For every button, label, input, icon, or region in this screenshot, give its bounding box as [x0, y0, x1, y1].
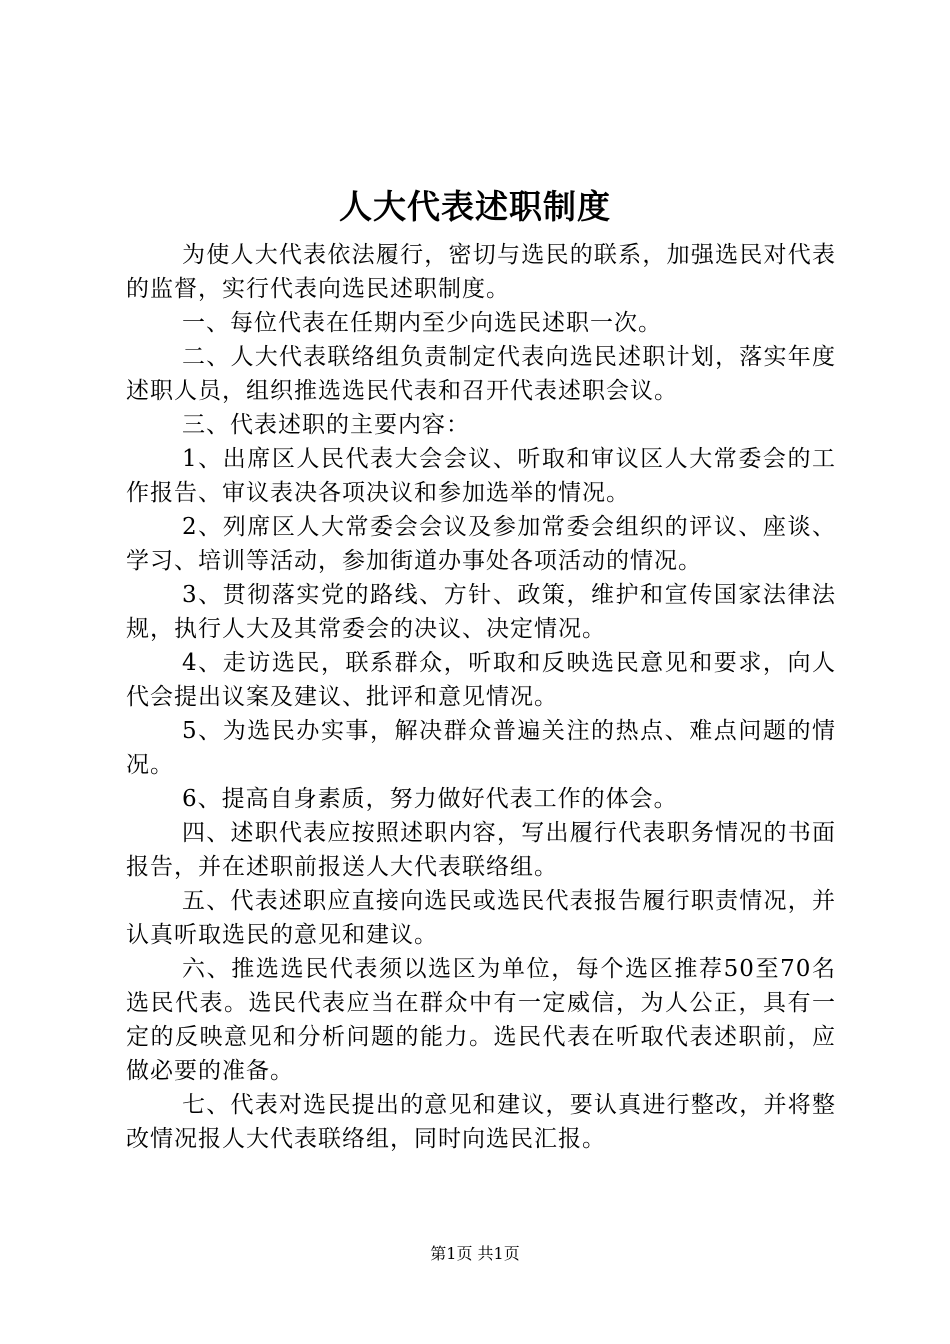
paragraph-subitem-3: 3、贯彻落实党的路线、方针、政策，维护和宣传国家法律法规，执行人大及其常委会的决议、决定情况。 [126, 582, 836, 642]
paragraph-subitem-1: 1、出席区人民代表大会会议、听取和审议区人大常委会的工作报告、审议表决各项决议和参加选举的情况。 [126, 446, 836, 506]
paragraph-subitem-6: 6、提高自身素质，努力做好代表工作的体会。 [182, 786, 678, 812]
paragraph-subitem-4: 4、走访选民，联系群众，听取和反映选民意见和要求，向人代会提出议案及建议、批评和意见情况。 [126, 650, 836, 710]
paragraph-subitem-5: 5、为选民办实事，解决群众普遍关注的热点、难点问题的情况。 [126, 718, 836, 778]
paragraph-intro: 为使人大代表依法履行，密切与选民的联系，加强选民对代表的监督，实行代表向选民述职制度。 [126, 242, 836, 302]
paragraph-item-5: 五、代表述职应直接向选民或选民代表报告履行职责情况，并认真听取选民的意见和建议。 [126, 888, 836, 948]
paragraph-item-3: 三、代表述职的主要内容： [182, 412, 470, 438]
paragraph-item-1: 一、每位代表在任期内至少向选民述职一次。 [182, 310, 662, 336]
document-body [126, 238, 836, 1156]
paragraph-item-2: 二、人大代表联络组负责制定代表向选民述职计划，落实年度述职人员，组织推选选民代表和召开代表述职会议。 [126, 344, 836, 404]
document-title: 人大代表述职制度 [339, 187, 611, 226]
paragraph-item-7: 七、代表对选民提出的意见和建议，要认真进行整改，并将整改情况报人大代表联络组，同时向选民汇报。 [126, 1092, 836, 1152]
paragraph-item-6: 六、推选选民代表须以选区为单位，每个选区推荐50至70名选民代表。选民代表应当在群众中有一定威信，为人公正，具有一定的反映意见和分析问题的能力。选民代表在听取代表述职前，应做必要的准备。 [126, 956, 836, 1084]
paragraph-subitem-2: 2、列席区人大常委会会议及参加常委会组织的评议、座谈、学习、培训等活动，参加街道办事处各项活动的情况。 [126, 514, 836, 574]
paragraph-item-4: 四、述职代表应按照述职内容，写出履行代表职务情况的书面报告，并在述职前报送人大代表联络组。 [126, 820, 836, 880]
page-footer: 第1页 共1页 [430, 1244, 520, 1263]
